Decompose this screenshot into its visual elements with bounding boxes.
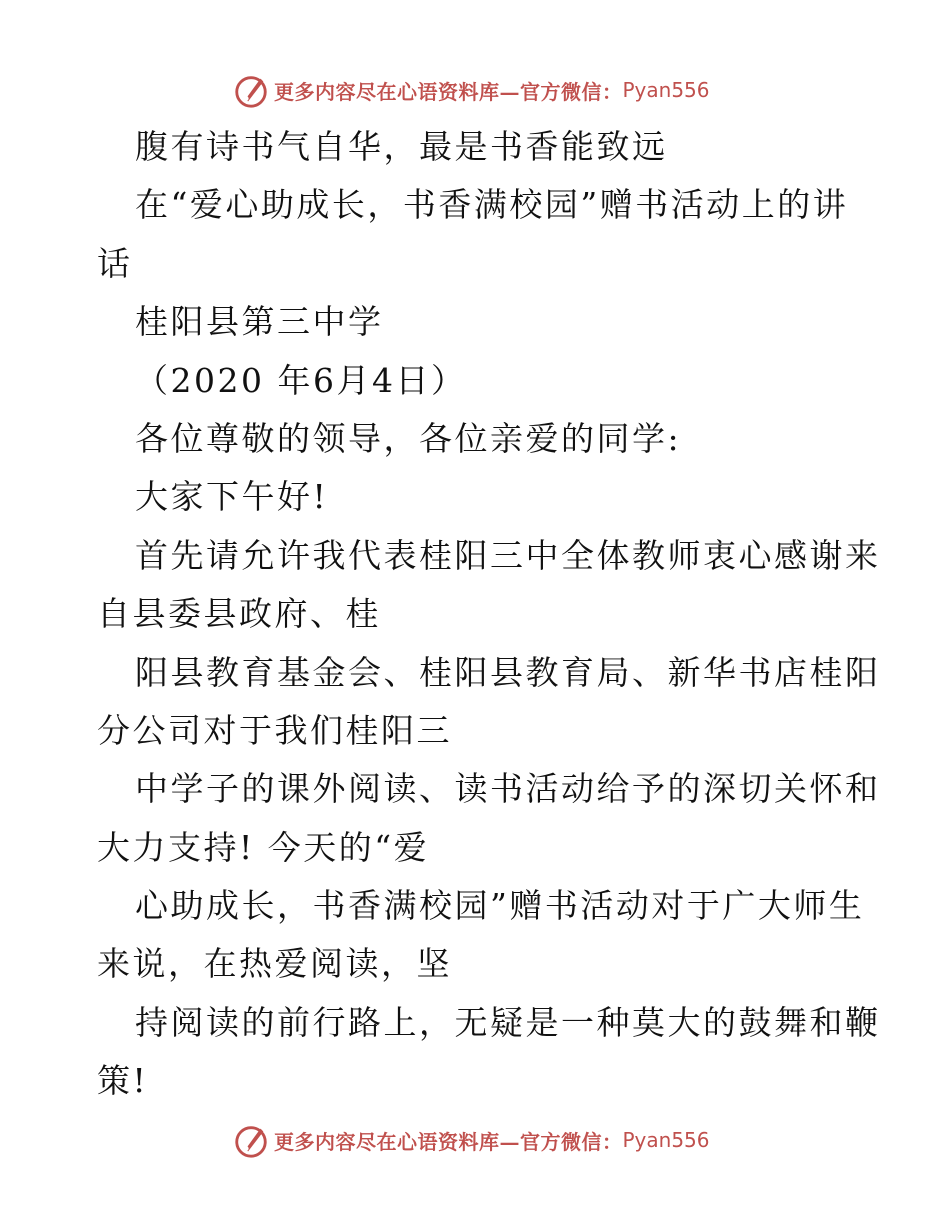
watermark-banner-top <box>232 70 710 110</box>
watermark-text: 更多内容尽在心语资料库—官方微信： <box>274 79 623 104</box>
text-line: 来说，在热爱阅读，坚 <box>97 944 452 984</box>
text-line: 策! <box>97 1061 149 1101</box>
text-line: 中学子的课外阅读、读书活动给予的深切关怀和 <box>135 769 881 809</box>
text-line: 大力支持! 今天的“爱 <box>97 827 430 867</box>
document-body <box>97 118 881 1111</box>
text-line: 分公司对于我们桂阳三 <box>97 710 452 750</box>
text-line: 桂阳县第三中学 <box>135 302 384 342</box>
watermark-banner-bottom <box>232 1120 710 1160</box>
quill-logo-icon <box>232 1121 270 1159</box>
text-line: 阳县教育基金会、桂阳县教育局、新华书店桂阳 <box>135 652 881 692</box>
text-line: 话 <box>97 243 133 283</box>
text-line: 心助成长，书香满校园”赠书活动对于广大师生 <box>135 886 865 926</box>
text-line: 腹有诗书气自华，最是书香能致远 <box>135 127 668 166</box>
text-line: 大家下午好! <box>135 477 329 517</box>
quill-logo-icon <box>232 71 270 109</box>
text-line: 持阅读的前行路上，无疑是一种莫大的鼓舞和鞭 <box>135 1002 881 1042</box>
text-line: 自县委县政府、桂 <box>97 594 381 634</box>
text-line: 在“爱心助成长，书香满校园”赠书活动上的讲 <box>135 185 849 225</box>
watermark-text: 更多内容尽在心语资料库—官方微信： <box>274 1129 623 1154</box>
watermark-wechat-id: Pyan556 <box>622 1128 710 1152</box>
text-line: 首先请允许我代表桂阳三中全体教师衷心感谢来 <box>135 535 881 575</box>
watermark-wechat-id: Pyan556 <box>622 78 710 102</box>
text-line: （2020 年6月4日） <box>135 360 467 400</box>
text-line: 各位尊敬的领导，各位亲爱的同学: <box>135 418 682 458</box>
